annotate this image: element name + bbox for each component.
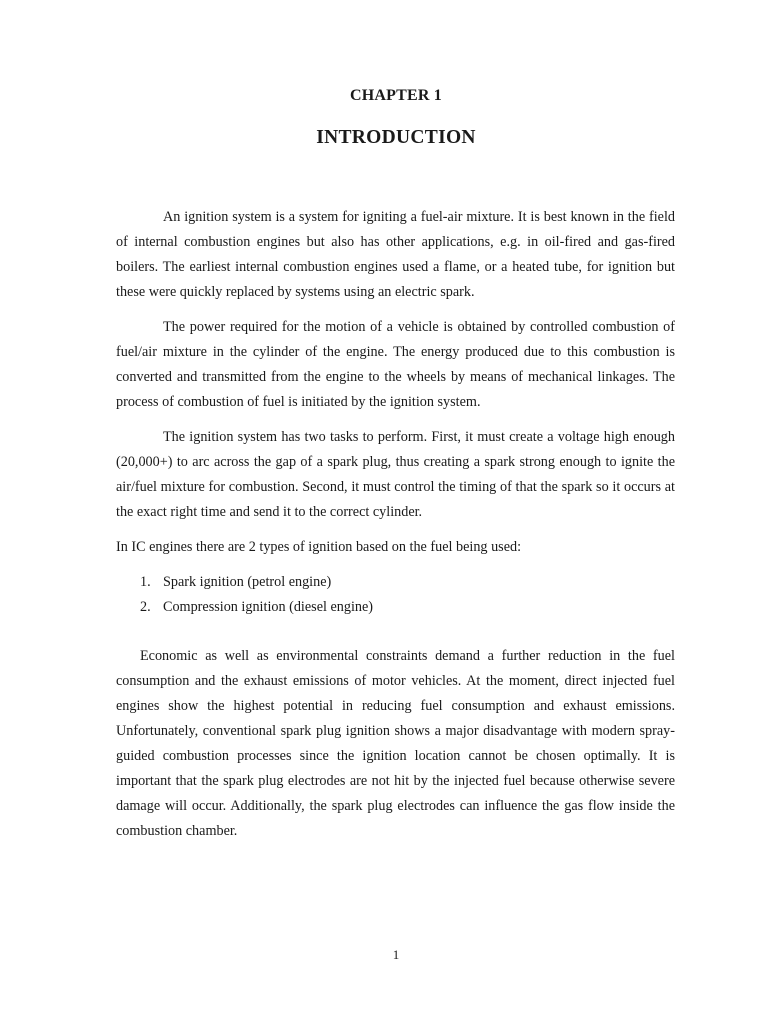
list-item-text: Compression ignition (diesel engine)	[163, 599, 374, 615]
page-number: 1	[392, 947, 400, 962]
paragraph: The power required for the motion of a vehicle is obtained by controlled combustion of fuel/air mixture in the cylinder of the engine. The energy produced due to this combustion is converted and transmitted from the engine to the wheels by means of mechanical linkages. The process of combustion of fuel is initiated by the ignition system.	[116, 319, 675, 410]
list-item-number: 1.	[140, 574, 151, 590]
ignition-types-list	[116, 570, 675, 620]
paragraph: An ignition system is a system for igniting a fuel-air mixture. It is best known in the field of internal combustion engines but also has other applications, e.g. in oil-fired and gas-fired boilers. The earliest internal combustion engines used a flame, or a heated tube, for ignition but these were quickly replaced by systems using an electric spark.	[116, 209, 675, 300]
list-item	[116, 570, 675, 595]
page-title: INTRODUCTION	[316, 127, 476, 148]
list-item	[116, 595, 675, 620]
paragraph: The ignition system has two tasks to perform. First, it must create a voltage high enough (20,000+) to arc across the gap of a spark plug, thus creating a spark strong enough to ignite the air/fuel mixture for combustion. Second, it must control the timing of that the spark so it occurs at the exact right time and send it to the correct cylinder.	[116, 429, 675, 520]
chapter-label: CHAPTER 1	[349, 87, 443, 104]
list-item-text: Spark ignition (petrol engine)	[163, 574, 332, 590]
body-text	[116, 205, 675, 854]
paragraph: In IC engines there are 2 types of ignition based on the fuel being used:	[116, 539, 522, 555]
list-item-number: 2.	[140, 599, 151, 615]
paragraph: Economic as well as environmental constraints demand a further reduction in the fuel consumption and the exhaust emissions of motor vehicles. At the moment, direct injected fuel engines show the highest potential in reducing fuel consumption and exhaust emissions. Unfortunately, conventional spark plug ignition shows a major disadvantage with modern spray-guided combustion processes since the ignition location cannot be chosen optimally. It is important that the spark plug electrodes are not hit by the injected fuel because otherwise severe damage will occur. Additionally, the spark plug electrodes can influence the gas flow inside the combustion chamber.	[116, 648, 675, 839]
